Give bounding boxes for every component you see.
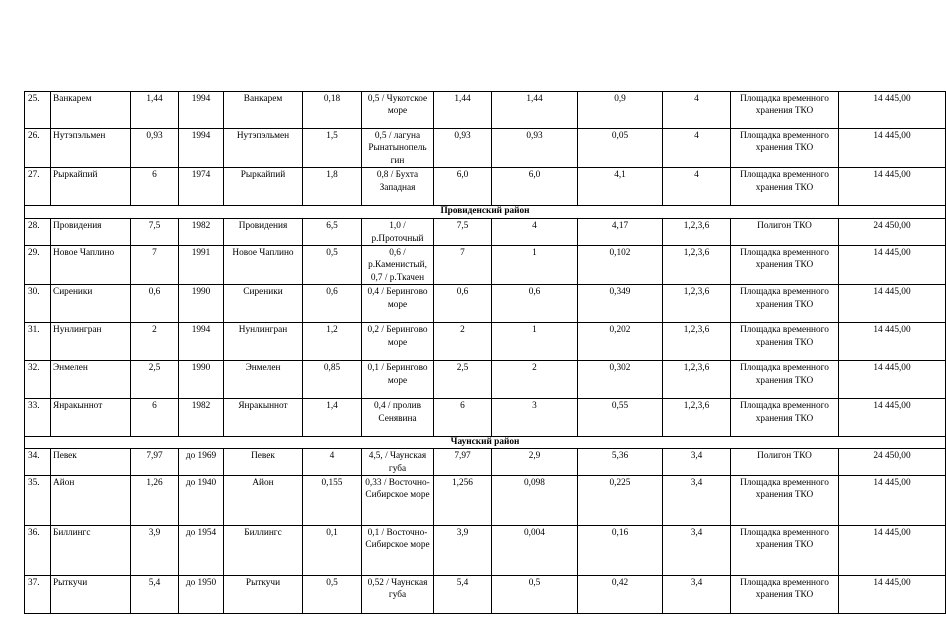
col-2-cell: до 1940 <box>179 476 224 526</box>
col-8-cell: 0,225 <box>578 476 663 526</box>
col-11-cell: 14 445,00 <box>839 323 946 361</box>
col-1-cell: 3,9 <box>131 526 179 576</box>
col-9-cell: 4 <box>663 168 731 206</box>
col-2-cell: 1990 <box>179 361 224 399</box>
col-9-cell: 1,2,3,6 <box>663 361 731 399</box>
col-3-cell: Новое Чаплино <box>224 246 303 285</box>
col-6-cell: 0,93 <box>434 129 492 168</box>
col-11-cell: 14 445,00 <box>839 399 946 437</box>
col-5-cell: 0,4 / пролив Сенявина <box>362 399 434 437</box>
col-5-cell: 0,1 / Восточно-Сибирское море <box>362 526 434 576</box>
col-7-cell: 4 <box>492 219 578 246</box>
col-7-cell: 1,44 <box>492 92 578 129</box>
col-8-cell: 4,17 <box>578 219 663 246</box>
col-3-cell: Сиреники <box>224 285 303 323</box>
col-10-cell: Площадка временного хранения ТКО <box>731 92 839 129</box>
col-10-cell: Площадка временного хранения ТКО <box>731 168 839 206</box>
col-3-cell: Янракыннот <box>224 399 303 437</box>
col-4-cell: 0,18 <box>303 92 362 129</box>
col-3-cell: Рыткучи <box>224 576 303 614</box>
settlement-name-cell: Ванкарем <box>51 92 131 129</box>
col-11-cell: 24 450,00 <box>839 219 946 246</box>
col-9-cell: 3,4 <box>663 476 731 526</box>
col-1-cell: 2,5 <box>131 361 179 399</box>
col-10-cell: Площадка временного хранения ТКО <box>731 323 839 361</box>
settlement-name-cell: Нунлингран <box>51 323 131 361</box>
col-1-cell: 7,97 <box>131 449 179 476</box>
col-10-cell: Полигон ТКО <box>731 449 839 476</box>
col-3-cell: Ванкарем <box>224 92 303 129</box>
row-number-cell: 28. <box>25 219 51 246</box>
col-7-cell: 0,004 <box>492 526 578 576</box>
col-1-cell: 0,93 <box>131 129 179 168</box>
table-body <box>25 92 946 614</box>
row-number-cell: 29. <box>25 246 51 285</box>
col-9-cell: 4 <box>663 129 731 168</box>
table-row <box>25 449 946 476</box>
col-9-cell: 3,4 <box>663 526 731 576</box>
col-1-cell: 5,4 <box>131 576 179 614</box>
row-number-cell: 32. <box>25 361 51 399</box>
table-row <box>25 476 946 526</box>
col-3-cell: Нутэпэльмен <box>224 129 303 168</box>
col-10-cell: Полигон ТКО <box>731 219 839 246</box>
col-7-cell: 1 <box>492 246 578 285</box>
col-6-cell: 2,5 <box>434 361 492 399</box>
col-4-cell: 1,4 <box>303 399 362 437</box>
settlement-name-cell: Айон <box>51 476 131 526</box>
col-1-cell: 2 <box>131 323 179 361</box>
table-row <box>25 285 946 323</box>
col-3-cell: Рыркайпий <box>224 168 303 206</box>
col-8-cell: 0,302 <box>578 361 663 399</box>
col-3-cell: Провидения <box>224 219 303 246</box>
col-6-cell: 2 <box>434 323 492 361</box>
settlement-name-cell: Рыткучи <box>51 576 131 614</box>
col-5-cell: 0,52 / Чаунская губа <box>362 576 434 614</box>
document-page <box>24 91 911 614</box>
col-8-cell: 0,102 <box>578 246 663 285</box>
col-9-cell: 1,2,3,6 <box>663 399 731 437</box>
col-5-cell: 0,5 / лагуна Рынатынопель гин <box>362 129 434 168</box>
col-2-cell: до 1969 <box>179 449 224 476</box>
col-11-cell: 14 445,00 <box>839 576 946 614</box>
col-8-cell: 0,55 <box>578 399 663 437</box>
col-10-cell: Площадка временного хранения ТКО <box>731 476 839 526</box>
table-row <box>25 219 946 246</box>
row-number-cell: 33. <box>25 399 51 437</box>
row-number-cell: 34. <box>25 449 51 476</box>
col-2-cell: 1991 <box>179 246 224 285</box>
col-5-cell: 0,2 / Берингово море <box>362 323 434 361</box>
col-6-cell: 1,44 <box>434 92 492 129</box>
table-row <box>25 92 946 129</box>
col-9-cell: 1,2,3,6 <box>663 285 731 323</box>
col-9-cell: 1,2,3,6 <box>663 219 731 246</box>
settlement-name-cell: Нутэпэльмен <box>51 129 131 168</box>
table-row <box>25 246 946 285</box>
col-6-cell: 3,9 <box>434 526 492 576</box>
row-number-cell: 30. <box>25 285 51 323</box>
section-row <box>25 206 946 219</box>
col-1-cell: 7 <box>131 246 179 285</box>
col-4-cell: 0,155 <box>303 476 362 526</box>
col-2-cell: 1982 <box>179 399 224 437</box>
col-5-cell: 4,5, / Чаунская губа <box>362 449 434 476</box>
col-7-cell: 2,9 <box>492 449 578 476</box>
col-11-cell: 14 445,00 <box>839 246 946 285</box>
col-10-cell: Площадка временного хранения ТКО <box>731 129 839 168</box>
col-10-cell: Площадка временного хранения ТКО <box>731 361 839 399</box>
col-11-cell: 14 445,00 <box>839 361 946 399</box>
col-8-cell: 0,05 <box>578 129 663 168</box>
col-9-cell: 3,4 <box>663 576 731 614</box>
col-10-cell: Площадка временного хранения ТКО <box>731 399 839 437</box>
col-9-cell: 4 <box>663 92 731 129</box>
col-6-cell: 7 <box>434 246 492 285</box>
col-7-cell: 0,6 <box>492 285 578 323</box>
col-4-cell: 0,5 <box>303 246 362 285</box>
row-number-cell: 37. <box>25 576 51 614</box>
col-9-cell: 3,4 <box>663 449 731 476</box>
col-2-cell: 1994 <box>179 323 224 361</box>
col-10-cell: Площадка временного хранения ТКО <box>731 285 839 323</box>
col-7-cell: 0,098 <box>492 476 578 526</box>
col-6-cell: 1,256 <box>434 476 492 526</box>
col-1-cell: 0,6 <box>131 285 179 323</box>
col-2-cell: 1974 <box>179 168 224 206</box>
col-4-cell: 0,1 <box>303 526 362 576</box>
table-row <box>25 323 946 361</box>
row-number-cell: 31. <box>25 323 51 361</box>
settlement-name-cell: Янракыннот <box>51 399 131 437</box>
col-2-cell: 1994 <box>179 92 224 129</box>
col-4-cell: 0,5 <box>303 576 362 614</box>
col-8-cell: 0,349 <box>578 285 663 323</box>
col-5-cell: 0,6 / р.Каменистый, 0,7 / р.Ткачен <box>362 246 434 285</box>
table-row <box>25 526 946 576</box>
row-number-cell: 35. <box>25 476 51 526</box>
col-10-cell: Площадка временного хранения ТКО <box>731 526 839 576</box>
section-title: Провиденский район <box>25 206 946 219</box>
section-row <box>25 437 946 449</box>
table-row <box>25 168 946 206</box>
col-11-cell: 14 445,00 <box>839 476 946 526</box>
col-8-cell: 4,1 <box>578 168 663 206</box>
table-row <box>25 361 946 399</box>
col-2-cell: 1982 <box>179 219 224 246</box>
col-5-cell: 1,0 /р.Проточный <box>362 219 434 246</box>
row-number-cell: 25. <box>25 92 51 129</box>
table-row <box>25 576 946 614</box>
settlement-name-cell: Певек <box>51 449 131 476</box>
col-2-cell: 1990 <box>179 285 224 323</box>
col-5-cell: 0,33 / Восточно-Сибирское море <box>362 476 434 526</box>
col-1-cell: 1,26 <box>131 476 179 526</box>
col-3-cell: Певек <box>224 449 303 476</box>
col-5-cell: 0,5 / Чукотское море <box>362 92 434 129</box>
col-9-cell: 1,2,3,6 <box>663 246 731 285</box>
col-11-cell: 14 445,00 <box>839 285 946 323</box>
settlement-name-cell: Новое Чаплино <box>51 246 131 285</box>
row-number-cell: 36. <box>25 526 51 576</box>
col-9-cell: 1,2,3,6 <box>663 323 731 361</box>
col-6-cell: 6 <box>434 399 492 437</box>
settlement-name-cell: Энмелен <box>51 361 131 399</box>
col-1-cell: 1,44 <box>131 92 179 129</box>
settlement-name-cell: Биллингс <box>51 526 131 576</box>
col-7-cell: 0,5 <box>492 576 578 614</box>
col-4-cell: 1,8 <box>303 168 362 206</box>
settlement-name-cell: Сиреники <box>51 285 131 323</box>
col-11-cell: 14 445,00 <box>839 168 946 206</box>
col-6-cell: 7,97 <box>434 449 492 476</box>
col-2-cell: до 1950 <box>179 576 224 614</box>
col-6-cell: 5,4 <box>434 576 492 614</box>
settlements-table <box>24 91 946 614</box>
col-3-cell: Биллингс <box>224 526 303 576</box>
col-2-cell: 1994 <box>179 129 224 168</box>
col-4-cell: 1,5 <box>303 129 362 168</box>
col-5-cell: 0,1 / Берингово море <box>362 361 434 399</box>
col-8-cell: 5,36 <box>578 449 663 476</box>
settlement-name-cell: Провидения <box>51 219 131 246</box>
col-7-cell: 6,0 <box>492 168 578 206</box>
col-10-cell: Площадка временного хранения ТКО <box>731 576 839 614</box>
col-10-cell: Площадка временного хранения ТКО <box>731 246 839 285</box>
row-number-cell: 26. <box>25 129 51 168</box>
col-1-cell: 7,5 <box>131 219 179 246</box>
col-1-cell: 6 <box>131 399 179 437</box>
col-11-cell: 14 445,00 <box>839 129 946 168</box>
col-5-cell: 0,4 / Берингово море <box>362 285 434 323</box>
col-4-cell: 0,6 <box>303 285 362 323</box>
col-8-cell: 0,42 <box>578 576 663 614</box>
col-4-cell: 0,85 <box>303 361 362 399</box>
col-11-cell: 14 445,00 <box>839 92 946 129</box>
col-3-cell: Энмелен <box>224 361 303 399</box>
col-8-cell: 0,202 <box>578 323 663 361</box>
col-1-cell: 6 <box>131 168 179 206</box>
col-6-cell: 6,0 <box>434 168 492 206</box>
col-7-cell: 1 <box>492 323 578 361</box>
col-6-cell: 7,5 <box>434 219 492 246</box>
col-3-cell: Айон <box>224 476 303 526</box>
col-4-cell: 4 <box>303 449 362 476</box>
row-number-cell: 27. <box>25 168 51 206</box>
col-7-cell: 2 <box>492 361 578 399</box>
col-2-cell: до 1954 <box>179 526 224 576</box>
col-11-cell: 24 450,00 <box>839 449 946 476</box>
table-row <box>25 129 946 168</box>
col-4-cell: 6,5 <box>303 219 362 246</box>
col-4-cell: 1,2 <box>303 323 362 361</box>
col-5-cell: 0,8 / Бухта Западная <box>362 168 434 206</box>
col-8-cell: 0,16 <box>578 526 663 576</box>
settlement-name-cell: Рыркайпий <box>51 168 131 206</box>
col-7-cell: 0,93 <box>492 129 578 168</box>
col-8-cell: 0,9 <box>578 92 663 129</box>
col-3-cell: Нунлингран <box>224 323 303 361</box>
table-row <box>25 399 946 437</box>
col-7-cell: 3 <box>492 399 578 437</box>
section-title: Чаунский район <box>25 437 946 449</box>
col-11-cell: 14 445,00 <box>839 526 946 576</box>
col-6-cell: 0,6 <box>434 285 492 323</box>
